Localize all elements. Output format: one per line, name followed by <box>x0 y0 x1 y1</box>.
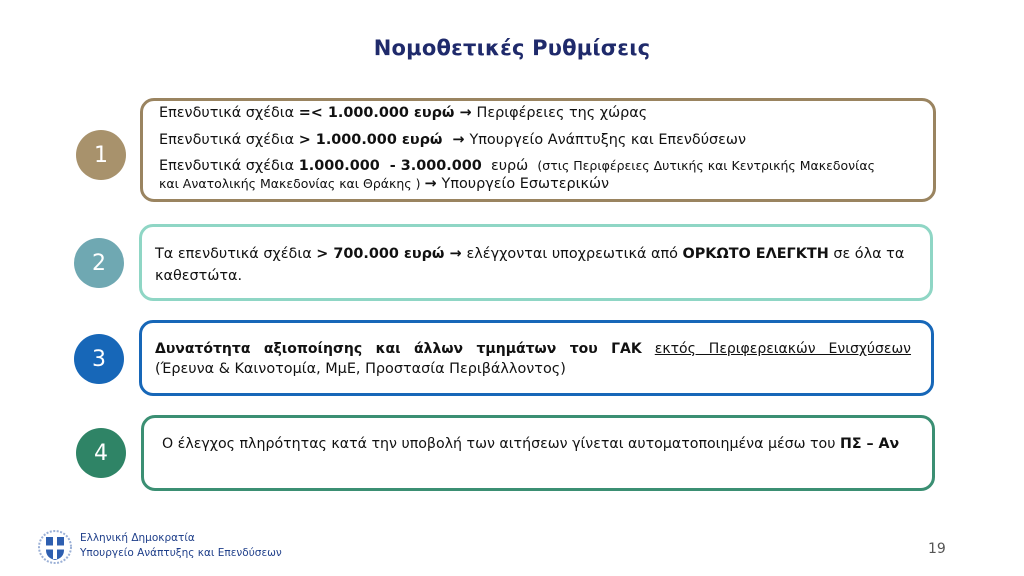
item-1-line-2: Επενδυτικά σχέδια > 1.000.000 ευρώ → Υπουργείο Ανάπτυξης και Επενδύσεων <box>159 131 747 148</box>
item-number-label: 4 <box>94 440 108 466</box>
footer-line-1: Ελληνική Δημοκρατία <box>80 532 195 544</box>
item-box-2 <box>139 224 933 301</box>
item-box-1 <box>140 98 936 202</box>
footer-ministry <box>80 531 282 561</box>
arrow-right-icon: → <box>454 105 477 121</box>
item-box-3 <box>139 320 934 396</box>
page-number: 19 <box>928 541 946 557</box>
item-number-label: 1 <box>94 142 108 168</box>
item-3-line-2: (Έρευνα & Καινοτομία, ΜμΕ, Προστασία Περιβάλλοντος) <box>155 361 566 378</box>
page-title: Νομοθετικές Ρυθμίσεις <box>373 36 651 60</box>
footer-line-2: Υπουργείο Ανάπτυξης και Επενδύσεων <box>80 547 282 560</box>
item-1-line-1: Επενδυτικά σχέδια =< 1.000.000 ευρώ → Περιφέρειες της χώρας <box>159 105 648 121</box>
item-number-3 <box>74 334 124 384</box>
item-4-text: Ο έλεγχος πληρότητας κατά την υποβολή των αιτήσεων γίνεται αυτοματοποιημένα μέσω του ΠΣ – Αν <box>162 436 900 452</box>
hellenic-republic-emblem-icon <box>38 530 72 564</box>
arrow-right-icon: → <box>444 246 467 262</box>
arrow-right-icon: → <box>424 176 442 193</box>
arrow-right-icon: → <box>442 131 470 148</box>
item-number-1 <box>76 130 126 180</box>
item-3-line-1: Δυνατότητα αξιοποίησης και άλλων τμημάτων του ΓΑΚ εκτός Περιφερειακών Ενισχύσεων <box>155 341 912 357</box>
item-number-label: 2 <box>92 250 106 276</box>
item-box-4 <box>141 415 935 491</box>
item-number-2 <box>74 238 124 288</box>
item-number-4 <box>76 428 126 478</box>
item-2-text: Τα επενδυτικά σχέδια > 700.000 ευρώ → ελέγχονται υποχρεωτικά από ΟΡΚΩΤΟ ΕΛΕΓΚΤΗ σε όλα τα καθεστώτα. <box>155 246 905 285</box>
item-number-label: 3 <box>92 346 106 372</box>
item-1-line-3: Επενδυτικά σχέδια 1.000.000 - 3.000.000 ευρώ (στις Περιφέρειες Δυτικής και Κεντρικής Μακεδονίας και Ανατολικής Μακεδονίας και Θράκης ) → Υπουργείο Εσωτερικών <box>159 157 875 193</box>
